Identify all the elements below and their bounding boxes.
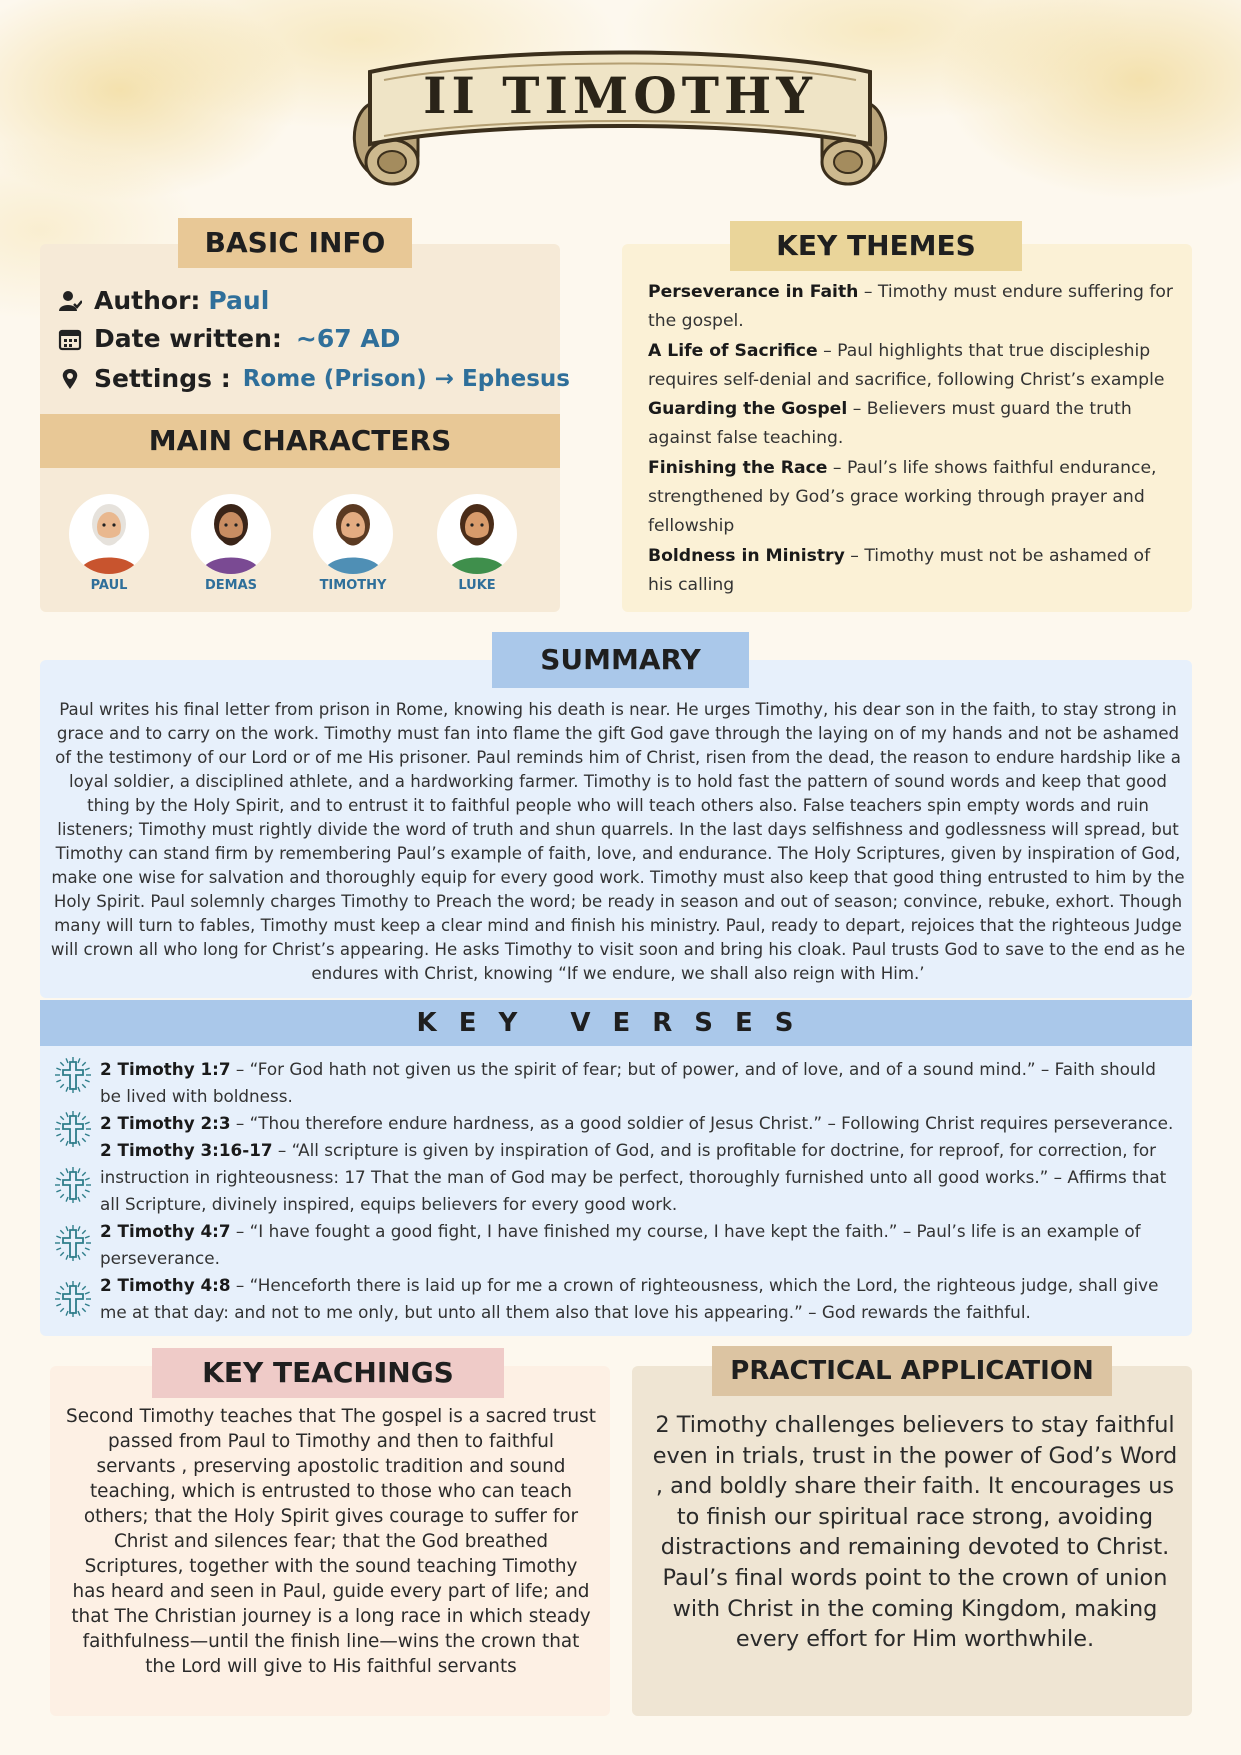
theme-item: [648, 542, 1178, 601]
location-pin-icon: [58, 367, 82, 391]
character-name: DEMAS: [204, 578, 258, 593]
key-verses-heading: KEY VERSES: [40, 1000, 1192, 1046]
theme-title: Finishing the Race: [648, 457, 828, 478]
theme-item: [648, 278, 1178, 337]
calendar-icon: [58, 327, 82, 351]
theme-item: [648, 395, 1178, 454]
cross-icon: [54, 1224, 92, 1262]
avatar: [191, 494, 271, 574]
theme-text: – Paul highlights that true discipleship requires self-denial and sacrifice, following Christ’s example: [648, 340, 1165, 390]
theme-text: – Paul’s life shows faithful endurance, strengthened by God’s grace working through prayer and fellowship: [648, 457, 1157, 537]
key-themes-heading: KEY THEMES: [730, 221, 1022, 271]
verse-ref: 2 Timothy 3:16-17: [100, 1140, 273, 1160]
settings-row: [58, 364, 570, 393]
verse-ref: 2 Timothy 4:8: [100, 1275, 231, 1295]
main-characters-heading: MAIN CHARACTERS: [40, 414, 560, 468]
settings-label: Settings :: [94, 364, 231, 393]
character-name: PAUL: [90, 578, 128, 593]
date-label: Date written:: [94, 324, 282, 353]
avatar: [437, 494, 517, 574]
character-luke: [432, 494, 522, 593]
author-value: Paul: [208, 286, 270, 315]
key-teachings-text: Second Timothy teaches that The gospel is a sacred trust passed from Paul to Timothy and then to faithful servants , preserving apostolic tradition and sound teaching, which is entrusted to those who can teach others; that the Holy Spirit gives courage to suffer for Christ and silences fear; that the God breathed Scriptures, together with the sound teaching Timothy has heard and seen in Paul, guide every part of life; and that The Christian journey is a long race in which steady faithfulness—until the finish line—wins the crown that the Lord will give to His faithful servants: [66, 1406, 596, 1677]
key-themes-list: [648, 278, 1178, 600]
summary-text: Paul writes his final letter from prison in Rome, knowing his death is near. He urges Timothy, his dear son in the faith, to stay strong in grace and to carry on the work. Timothy must fan into flame the gift God gave through the laying on of my hands and not be ashamed of the testimony of our Lord or of me His prisoner. Paul reminds him of Christ, risen from the dead, the reason to endure hardship like a loyal soldier, a disciplined athlete, and a hardworking farmer. Timothy is to hold fast the pattern of sound words and keep that good thing by the Holy Spirit, and to entrust it to faithful people who will teach others also. False teachers spin empty words and ruin listeners; Timothy must rightly divide the word of truth and shun quarrels. In the last days selfishness and godlessness will spread, but Timothy can stand firm by remembering Paul’s example of faith, love, and endurance. The Holy Scriptures, given by inspiration of God, make one wise for salvation and thoroughly equip for every good work. Timothy must also keep that good thing entrusted to him by the Holy Spirit. Paul solemnly charges Timothy to Preach the word; be ready in season and out of season; convince, rebuke, exhort. Though many will turn to fables, Timothy must keep a clear mind and finish his ministry. Paul, ready to depart, rejoices that the righteous Judge will crown all who long for Christ’s appearing. He asks Timothy to visit soon and bring his cloak. Paul trusts God to save to the end as he endures with Christ, knowing “If we endure, we shall also reign with Him.’: [50, 700, 1186, 983]
date-row: [58, 324, 400, 353]
theme-title: Perseverance in Faith: [648, 282, 859, 302]
verse-text: – “Henceforth there is laid up for me a crown of righteousness, which the Lord, the righteous judge, shall give me at that day: and not to me only, but unto all them also that love his appearing.” – God rewards the faithful.: [100, 1275, 1159, 1322]
verse-ref: 2 Timothy 2:3: [100, 1113, 231, 1133]
summary-heading: SUMMARY: [492, 632, 749, 688]
page-title: II TIMOTHY: [423, 66, 817, 125]
verse-item: [100, 1272, 1176, 1326]
verse-ref: 2 Timothy 4:7: [100, 1221, 231, 1241]
cross-icon: [54, 1056, 92, 1094]
theme-title: Guarding the Gospel: [648, 399, 848, 420]
author-row: [58, 286, 269, 315]
theme-title: Boldness in Ministry: [648, 545, 845, 566]
character-demas: [186, 494, 276, 593]
verse-item: [100, 1218, 1176, 1272]
verse-item: [100, 1056, 1176, 1110]
title-banner: [340, 44, 900, 204]
author-label: Author:: [94, 286, 201, 315]
practical-application-heading: PRACTICAL APPLICATION: [712, 1346, 1112, 1396]
user-icon: [58, 289, 82, 313]
avatar: [69, 494, 149, 574]
theme-text: – Timothy must not be ashamed of his calling: [648, 545, 1151, 595]
character-timothy: [308, 494, 398, 593]
verse-text: – “I have fought a good fight, I have finished my course, I have kept the faith.” – Paul’s life is an example of perseverance.: [100, 1221, 1141, 1268]
verse-text: – “Thou therefore endure hardness, as a good soldier of Jesus Christ.” – Following Christ requires perseverance.: [230, 1113, 1174, 1133]
theme-text: – Timothy must endure suffering for the gospel.: [648, 282, 1173, 332]
practical-application-text: 2 Timothy challenges believers to stay faithful even in trials, trust in the power of God’s Word , and boldly share their faith. It encourages us to finish our spiritual race strong, avoiding distractions and remaining devoted to Christ. Paul’s final words point to the crown of union with Christ in the coming Kingdom, making every effort for Him worthwhile.: [652, 1412, 1178, 1653]
verse-text: – “For God hath not given us the spirit of fear; but of power, and of love, and of a sound mind.” – Faith should be lived with boldness.: [100, 1059, 1156, 1106]
cross-icon: [54, 1166, 92, 1204]
cross-icon: [54, 1110, 92, 1148]
character-paul: [64, 494, 154, 593]
character-name: TIMOTHY: [319, 578, 387, 593]
theme-item: [648, 337, 1178, 396]
theme-title: A Life of Sacrifice: [648, 340, 818, 361]
verse-ref: 2 Timothy 1:7: [100, 1059, 231, 1079]
avatar: [313, 494, 393, 574]
key-verses-list: [100, 1056, 1176, 1326]
character-name: LUKE: [458, 578, 496, 593]
basic-info-heading: BASIC INFO: [178, 218, 412, 268]
key-teachings-heading: KEY TEACHINGS: [152, 1348, 504, 1398]
settings-value: Rome (Prison) → Ephesus: [242, 365, 570, 392]
theme-item: [648, 454, 1178, 542]
cross-icon: [54, 1280, 92, 1318]
theme-text: – Believers must guard the truth against false teaching.: [648, 399, 1132, 449]
verse-text: – “All scripture is given by inspiration of God, and is profitable for doctrine, for reproof, for correction, for instruction in righteousness: 17 That the man of God may be perfect, thoroughly furnished unto all good works.” – Affirms that all Scripture, divinely inspired, equips believers for every good work.: [100, 1140, 1167, 1214]
verse-item: [100, 1137, 1176, 1218]
verse-item: [100, 1110, 1176, 1137]
date-value: ~67 AD: [295, 324, 401, 353]
